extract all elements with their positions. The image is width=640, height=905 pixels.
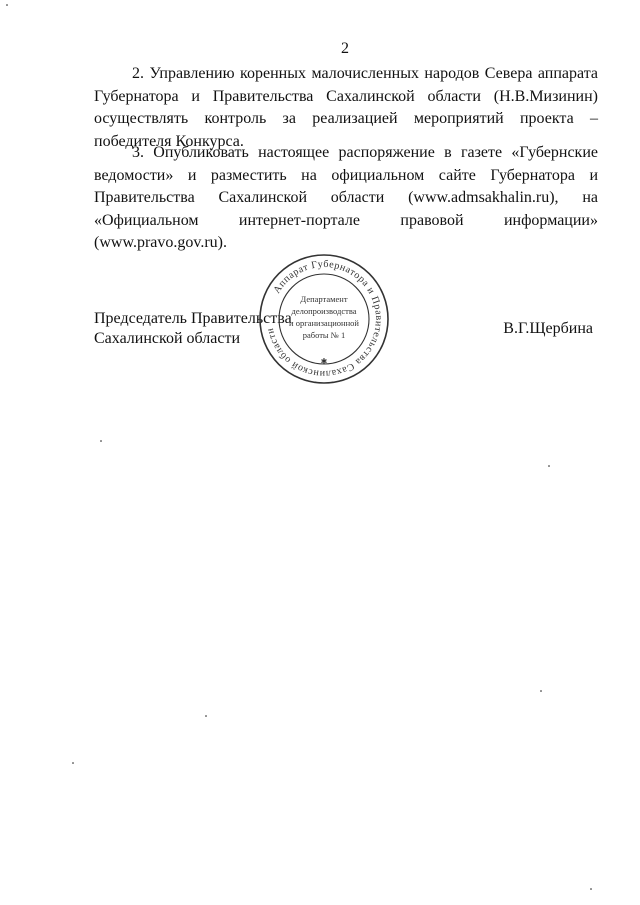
seal-center-line2: делопроизводства — [291, 306, 357, 316]
seal-ring-text: Аппарат Губернатора и Правительства Сахалинской области — [264, 258, 385, 380]
scan-speck — [6, 4, 8, 6]
signatory-title-line1: Председатель Правительства — [94, 310, 292, 327]
scan-speck — [548, 465, 550, 467]
official-seal-stamp — [257, 252, 391, 386]
seal-center-line3: и организационной — [289, 318, 359, 328]
seal-center-line4: работы № 1 — [302, 330, 346, 340]
scan-speck — [540, 690, 542, 692]
scan-speck — [205, 715, 207, 717]
scan-speck — [590, 888, 592, 890]
seal-center-line1: Департамент — [300, 294, 348, 304]
signatory-title-line2: Сахалинской области — [94, 330, 241, 347]
seal-star-icon: ✱ — [320, 357, 328, 366]
paragraph-3-publication: 3. Опубликовать настоящее распоряжение в газете «Губернские ведомости» и разместить на официальном сайте Губернатора и Правительства Сахалинской области (www.admsakhalin.ru), на «Официальном интернет-портале правовой информации» (www.pravo.gov.ru). — [94, 144, 598, 251]
page-number: 2 — [341, 40, 349, 57]
signatory-name: В.Г.Щербина — [503, 320, 593, 337]
scan-speck — [100, 440, 102, 442]
paragraph-2-control: 2. Управлению коренных малочисленных народов Севера аппарата Губернатора и Правительства Сахалинской области (Н.В.Мизинин) осуществлять контроль за реализацией мероприятий проекта – победителя Конкурса. — [94, 65, 598, 150]
scan-speck — [72, 762, 74, 764]
